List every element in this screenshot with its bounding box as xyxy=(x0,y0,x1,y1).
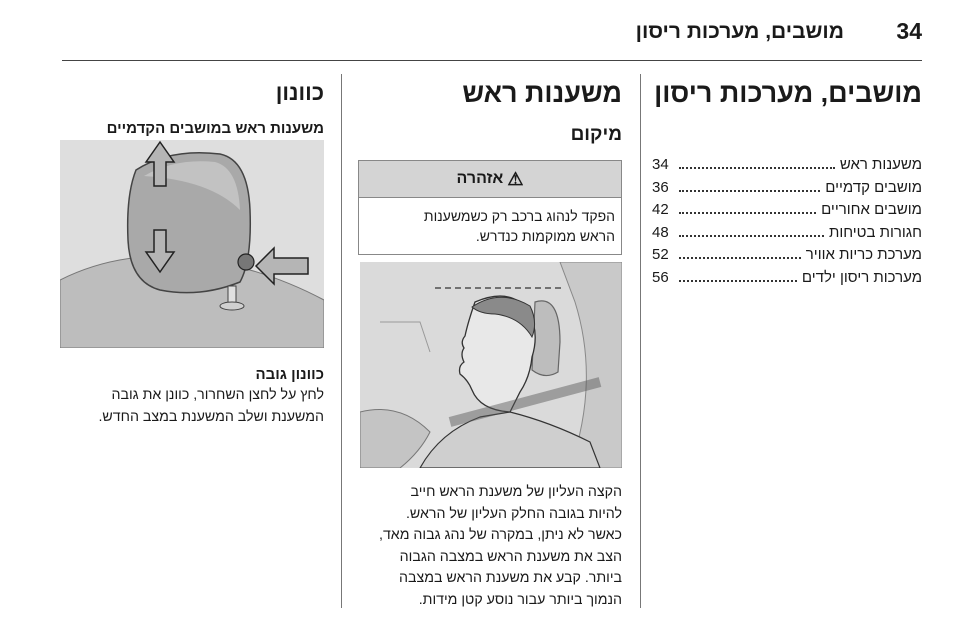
adjustment-subtitle: משענות ראש במושבים הקדמיים xyxy=(106,120,324,137)
chapter-column xyxy=(652,76,922,289)
column-divider-left xyxy=(341,74,342,608)
adjustment-caption xyxy=(60,366,324,428)
adjustment-column xyxy=(60,76,324,137)
driver-headrest-illustration xyxy=(360,262,622,468)
toc-item-page: 42 xyxy=(652,201,669,218)
toc-item[interactable] xyxy=(652,154,922,177)
headrest-adjustment-illustration xyxy=(60,140,324,348)
table-of-contents xyxy=(652,154,922,289)
toc-leader-dots xyxy=(679,167,835,169)
toc-leader-dots xyxy=(679,212,816,214)
page-header xyxy=(62,14,922,50)
body-line: ביותר. קבע את משענת הראש במצבה xyxy=(399,570,622,586)
running-title: מושבים, מערכות ריסון xyxy=(635,20,844,43)
toc-item-label: מושבים קדמיים xyxy=(825,178,922,196)
adjustment-title: כוונון xyxy=(275,80,324,105)
toc-item-page: 56 xyxy=(652,268,669,286)
warning-line: הפקד לנהוג ברכב רק כשמשענות xyxy=(423,208,615,224)
page-number: 34 xyxy=(896,18,922,44)
toc-item-label: מערכות ריסון ילדים xyxy=(801,268,922,286)
section-subtitle: מיקום xyxy=(570,124,622,145)
caption-line: המשענת ושלב המשענת במצב החדש. xyxy=(98,408,324,425)
body-line: הנמוך ביותר עבור נוסע קטן מידות. xyxy=(418,591,622,608)
body-line: להיות בגובה החלק העליון של הראש. xyxy=(405,505,622,522)
toc-item-page: 48 xyxy=(652,223,669,241)
section-title: משענות ראש xyxy=(462,78,622,108)
toc-leader-dots xyxy=(679,280,797,282)
toc-item-page: 36 xyxy=(652,178,669,196)
toc-item[interactable] xyxy=(652,199,922,222)
toc-leader-dots xyxy=(679,257,801,259)
toc-item-label: משענות ראש xyxy=(839,156,922,173)
body-line: הקצה העליון של משענת הראש חייב xyxy=(410,484,622,500)
caption-title: כוונון גובה xyxy=(255,366,324,383)
toc-leader-dots xyxy=(679,235,824,237)
toc-item[interactable] xyxy=(652,244,922,267)
toc-item[interactable] xyxy=(652,222,922,245)
toc-leader-dots xyxy=(679,190,820,192)
headrests-column xyxy=(360,76,622,255)
chapter-title: מושבים, מערכות ריסון xyxy=(654,78,922,108)
header-divider xyxy=(62,60,922,61)
warning-text xyxy=(359,198,621,254)
column-divider-right xyxy=(640,74,641,608)
toc-item[interactable] xyxy=(652,267,922,290)
toc-item-label: מושבים אחוריים xyxy=(821,201,922,218)
warning-triangle-icon: ⚠ xyxy=(507,168,524,189)
warning-box xyxy=(358,160,622,255)
warning-line: הראש ממוקמות כנדרש. xyxy=(475,228,615,244)
body-line: כאשר לא ניתן, במקרה של נהג גבוה מאד, xyxy=(379,527,622,543)
toc-item-page: 52 xyxy=(652,246,669,263)
toc-item-page: 34 xyxy=(652,156,669,173)
toc-item-label: מערכת כריות אוויר xyxy=(805,246,922,263)
warning-header xyxy=(359,161,621,198)
warning-title: אזהרה xyxy=(456,170,504,187)
position-instructions xyxy=(360,482,622,611)
toc-item-label: חגורות בטיחות xyxy=(828,223,922,241)
toc-item[interactable] xyxy=(652,177,922,200)
caption-line: לחץ על לחצן השחרור, כוונן את גובה xyxy=(111,387,324,403)
body-line: הצב את משענת הראש במצבה הגבוה xyxy=(399,548,622,565)
